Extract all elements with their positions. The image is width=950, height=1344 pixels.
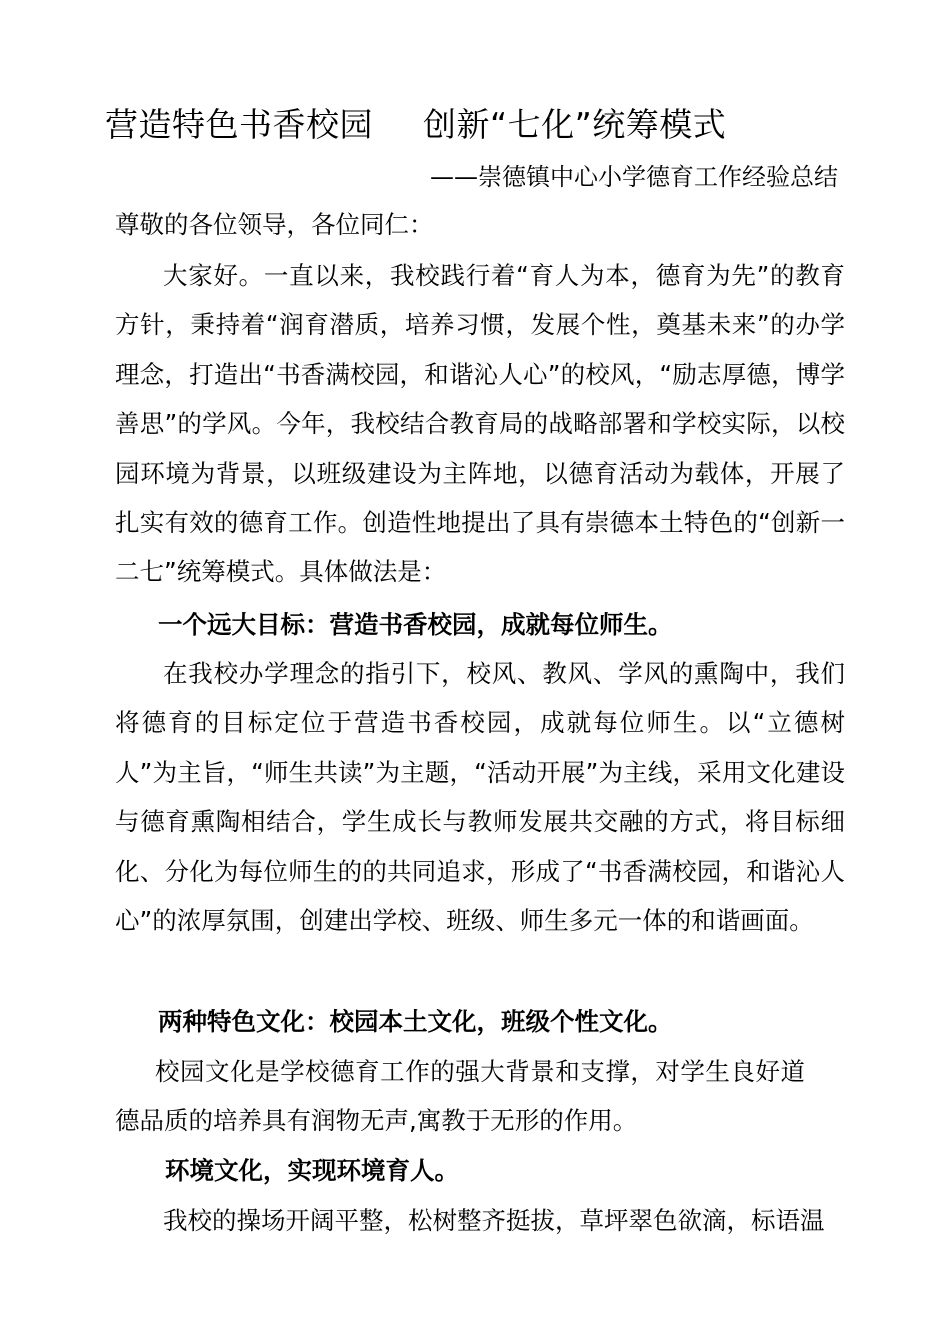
section-heading-goal: 一个远大目标：营造书香校园，成就每位师生。 xyxy=(158,610,673,639)
title-part-1: 营造特色书香校园 xyxy=(105,105,373,144)
document-subtitle: ——崇德镇中心小学德育工作经验总结 xyxy=(430,163,838,191)
document-title xyxy=(105,100,865,150)
paragraph-culture: 校园文化是学校德育工作的强大背景和支撑，对学生良好道德品质的培养具有润物无声,寓教于无形的作用。 xyxy=(115,1057,805,1136)
section-heading-environment: 环境文化，实现环境育人。 xyxy=(165,1156,459,1185)
paragraph-goal: 在我校办学理念的指引下，校风、教风、学风的熏陶中，我们将德育的目标定位于营造书香校园，成就每位师生。以“立德树人”为主旨，“师生共读”为主题，“活动开展”为主线，采用文化建设与德育熏陶相结合，学生成长与教师发展共交融的方式，将目标细化、分化为每位师生的的共同追求，形成了“书香满校园，和谐沁人心”的浓厚氛围，创建出学校、班级、师生多元一体的和谐画面。 xyxy=(115,659,845,936)
paragraph-environment: 我校的操场开阔平整，松树整齐挺拔，草坪翠色欲滴，标语温 xyxy=(163,1206,825,1235)
title-part-2: 创新“七化”统筹模式 xyxy=(423,105,727,144)
greeting: 尊敬的各位领导，各位同仁： xyxy=(115,210,434,239)
paragraph-intro: 大家好。一直以来，我校践行着“育人为本，德育为先”的教育方针，秉持着“润育潜质，培养习惯，发展个性，奠基未来”的办学理念，打造出“书香满校园，和谐沁人心”的校风，“励志厚德，博学善思”的学风。今年，我校结合教育局的战略部署和学校实际，以校园环境为背景，以班级建设为主阵地，以德育活动为载体，开展了扎实有效的德育工作。创造性地提出了具有崇德本土特色的“创新一二七”统筹模式。具体做法是： xyxy=(115,261,845,587)
section-heading-culture: 两种特色文化：校园本土文化，班级个性文化。 xyxy=(158,1007,673,1036)
